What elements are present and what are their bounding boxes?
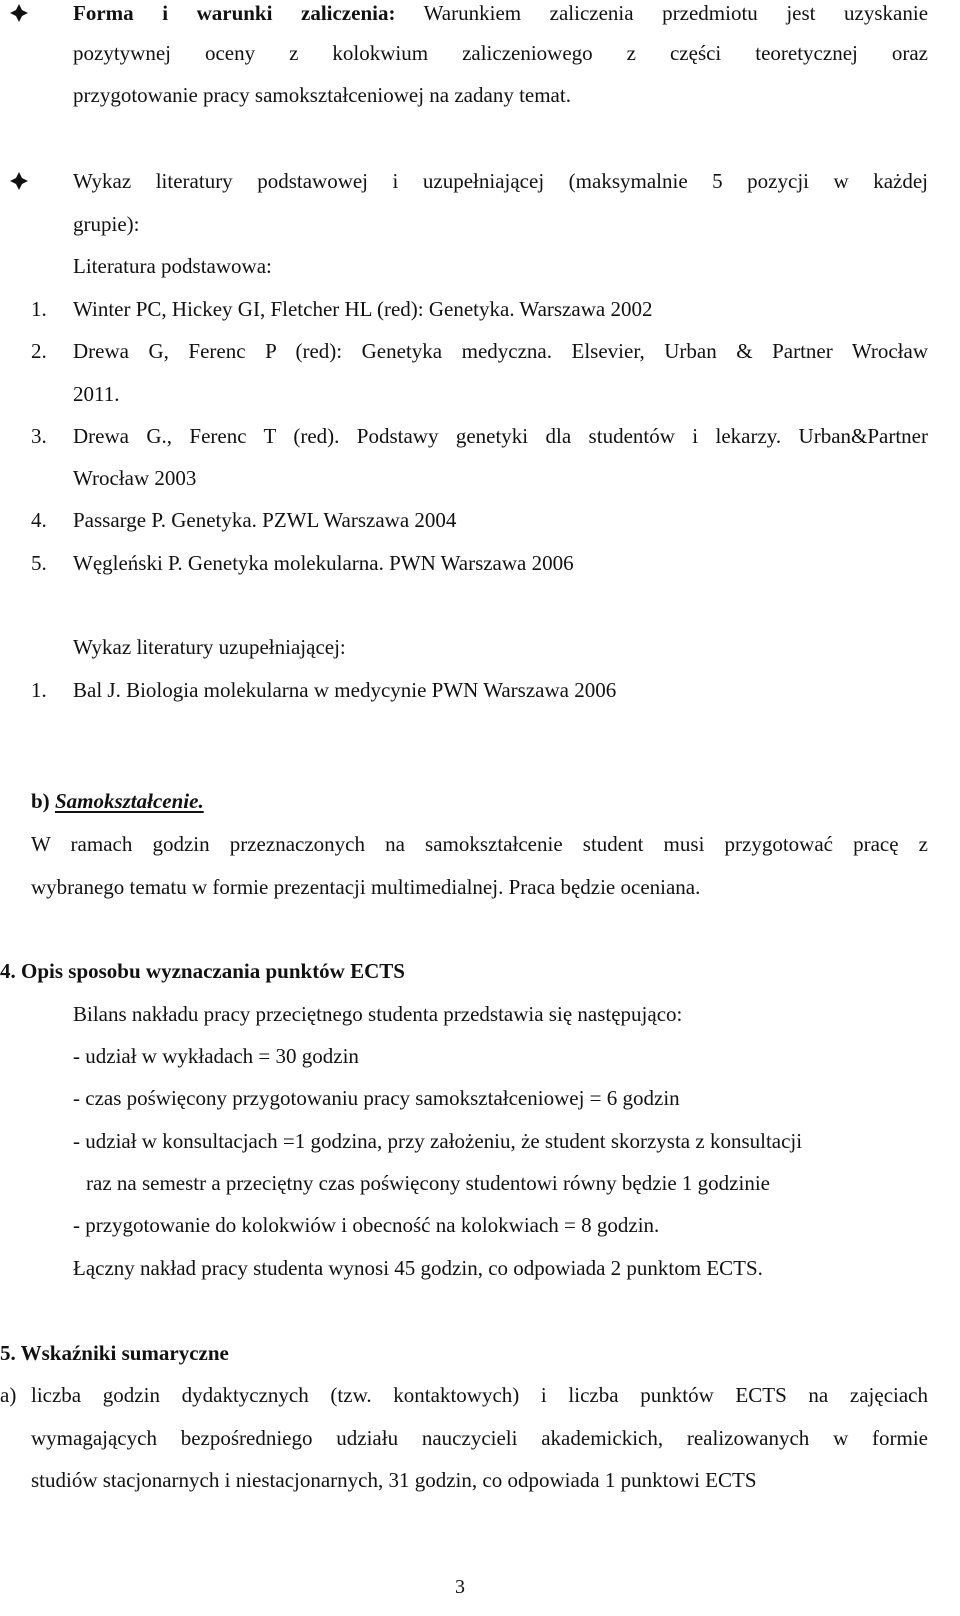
- list-number: 1.: [31, 297, 47, 321]
- summary-indicators-heading: 5. Wskaźniki sumaryczne: [0, 1341, 229, 1365]
- list-text: Winter PC, Hickey GI, Fletcher HL (red): Genetyka. Warszawa 2002: [73, 297, 653, 321]
- ects-item: - udział w konsultacjach =1 godzina, przy założeniu, że student skorzysta z konsultacji: [73, 1129, 803, 1153]
- self-study-label: b): [31, 789, 50, 813]
- list-item: [31, 296, 652, 322]
- forma-line-1: [73, 0, 928, 26]
- supplementary-literature-heading: Wykaz literatury uzupełniającej:: [73, 635, 346, 659]
- wykaz-line-2: grupie):: [73, 212, 140, 236]
- list-number: 1.: [31, 678, 47, 702]
- list-item: [31, 338, 928, 364]
- list-number: 3.: [31, 424, 47, 448]
- basic-literature-heading: Literatura podstawowa:: [73, 254, 272, 278]
- list-text: Passarge P. Genetyka. PZWL Warszawa 2004: [73, 508, 457, 532]
- ects-item-continuation: raz na semestr a przeciętny czas poświęcony studentowi równy będzie 1 godzinie: [86, 1171, 770, 1195]
- forma-line-3: przygotowanie pracy samokształceniowej na zadany temat.: [73, 83, 571, 107]
- ects-total: Łączny nakład pracy studenta wynosi 45 godzin, co odpowiada 2 punktom ECTS.: [73, 1256, 763, 1280]
- list-text: Bal J. Biologia molekularna w medycynie PWN Warszawa 2006: [73, 678, 617, 702]
- summary-line-3: studiów stacjonarnych i niestacjonarnych, 31 godzin, co odpowiada 1 punktowi ECTS: [31, 1468, 757, 1492]
- ects-item: - przygotowanie do kolokwiów i obecność na kolokwiach = 8 godzin.: [73, 1213, 660, 1237]
- list-item: [31, 423, 928, 449]
- diamond-bullet-icon: [8, 2, 30, 24]
- list-item: [31, 550, 574, 576]
- list-number: 5.: [31, 551, 47, 575]
- forma-heading: Forma i warunki zaliczenia:: [73, 1, 396, 25]
- self-study-heading: [31, 788, 204, 814]
- self-study-line-1: W ramach godzin przeznaczonych na samokształcenie student musi przygotować pracę z: [31, 832, 928, 856]
- list-item: [31, 507, 456, 533]
- forma-text: Warunkiem zaliczenia przedmiotu jest uzyskanie: [423, 1, 928, 25]
- list-text: Drewa G, Ferenc P (red): Genetyka medyczna. Elsevier, Urban & Partner Wrocław: [73, 339, 928, 363]
- ects-item: - udział w wykładach = 30 godzin: [73, 1044, 359, 1068]
- ects-heading: 4. Opis sposobu wyznaczania punktów ECTS: [0, 959, 405, 983]
- diamond-bullet-icon: [8, 170, 30, 192]
- list-item-continuation: Wrocław 2003: [73, 466, 197, 490]
- ects-intro: Bilans nakładu pracy przeciętnego studenta przedstawia się następująco:: [73, 1002, 683, 1026]
- forma-line-2: pozytywnej oceny z kolokwium zaliczeniowego z części teoretycznej oraz: [73, 41, 928, 65]
- list-number: 4.: [31, 508, 47, 532]
- summary-line-2: wymagających bezpośredniego udziału nauczycieli akademickich, realizowanych w formie: [31, 1426, 928, 1450]
- list-number: 2.: [31, 339, 47, 363]
- wykaz-line-1: Wykaz literatury podstawowej i uzupełniającej (maksymalnie 5 pozycji w każdej: [73, 169, 928, 193]
- list-item-continuation: 2011.: [73, 382, 120, 406]
- self-study-title: Samokształcenie.: [54, 789, 204, 813]
- page-number: 3: [455, 1576, 465, 1598]
- ects-item: - czas poświęcony przygotowaniu pracy samokształceniowej = 6 godzin: [73, 1086, 680, 1110]
- list-item: [31, 677, 616, 703]
- summary-item-label: a): [0, 1383, 17, 1407]
- summary-line-1: liczba godzin dydaktycznych (tzw. kontaktowych) i liczba punktów ECTS na zajęciach: [31, 1383, 928, 1407]
- self-study-line-2: wybranego tematu w formie prezentacji multimedialnej. Praca będzie oceniana.: [31, 875, 701, 899]
- list-text: Drewa G., Ferenc T (red). Podstawy genetyki dla studentów i lekarzy. Urban&Partner: [73, 424, 928, 448]
- list-text: Węgleński P. Genetyka molekularna. PWN Warszawa 2006: [73, 551, 574, 575]
